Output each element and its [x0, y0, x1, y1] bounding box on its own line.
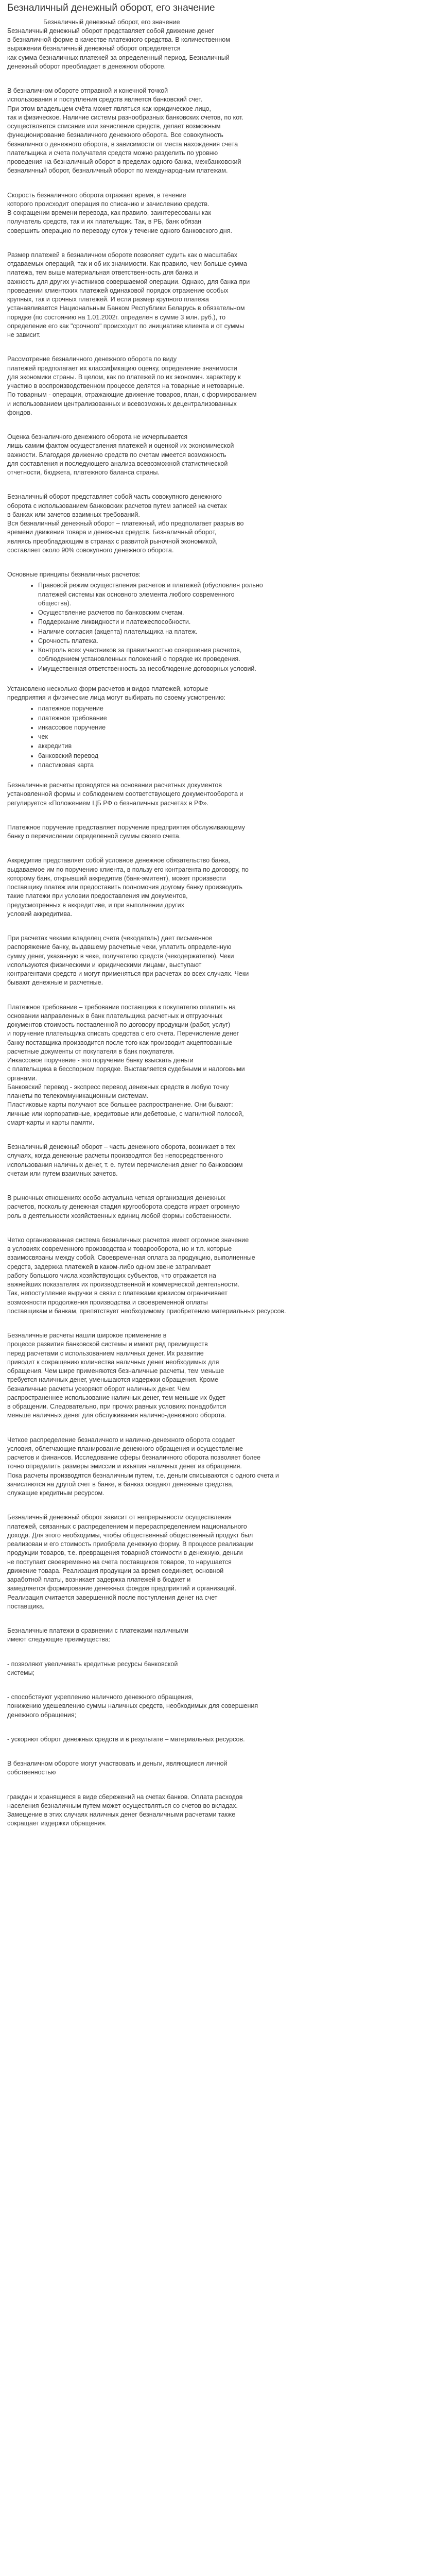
paragraph-payment-types: Рассмотрение безналичного денежного оборота по виду платежей предполагает их классификацию оценку, определение значимости для экономики страны. В целом, как по платежей по их экономич. характеру к участию в воспроизводственном процессе делятся на товарные и нетоварные. По товарным - операции, отражающие движение товаров, план, с формированием и использованием централизованных и всевозможных децентрализованных фондов. — [7, 355, 257, 416]
paragraph-market-relations: В рыночных отношениях особо актуальна четкая организация денежных расчетов, поскольку денежная стадия кругооборота средств играет огромную роль в деятельности хозяйственных единиц любой формы собственности. — [7, 1194, 240, 1219]
list-item: • платежное поручение — [38, 704, 414, 713]
paragraph-continuity: Безналичный денежный оборот зависит от непрерывности осуществления платежей, связанных с распределением и перераспределением национального дохода. Для этого необходимы, чтобы общественный общественный продукт был реализован и его стоимость приобрела денежную форму. В процессе реализации продукции товаров, т.е. превращения товарной стоимости в денежную, деньги не поступает своевременно на счета поставщиков товаров, то нарушается движение товара. Реализация продукции за время соединяет, основной заработной платы, возникает задержка платежей в бюджет и замедляется формирование денежных фондов предприятий и организаций. Реализация считается завершенной после поступления денег на счет поставщика. — [7, 1514, 254, 1610]
list-item: • Контроль всех участников за правильностью совершения расчетов, соблюдением установленных положений о порядке их проведения. — [38, 646, 414, 664]
forms-list — [7, 704, 414, 770]
paragraph-comparison: Безналичные платежи в сравнении с платежами наличными имеют следующие преимущества: — [7, 1627, 188, 1643]
paragraph-evaluation: Оценка безналичного денежного оборота не исчерпывается лишь самим фактом осуществления платежей и оценкой их экономической важности. Благодаря движению средств по счетам имеется возможность для составления и последующего анализа всевозможной статистической отчетности, бюджета, платежного баланса страны. — [7, 433, 234, 477]
list-item: • платежное требование — [38, 714, 414, 723]
paragraph-definition: Безналичный оборот представляет собой часть совокупного денежного оборота с использованием банковских расчетов путем записей на счетах в банках или зачетов взаимных требований. Вся безналичный денежный оборот – платежный, ибо предполагает разрыв во времени движения товара и денежных средств. Безналичный оборот, являясь преобладающим в странах с развитой рыночной экономикой, составляет около 90% совокупного денежного оборота. — [7, 493, 244, 554]
paragraph-payment-request: Платежное требование – требование поставщика к покупателю оплатить на основании направленных в банк плательщика расчетных и отгрузочных документов стоимость поставленной по договору продукции (работ, услуг) и поручение плательщика списать средства с его счета. Перечисление денег банку поставщика производится после того как производит акцептованные расчетные документы от покупателя в банк покупателя. Инкассовое поручение - это поручение банку взыскать деньги с плательщика в бесспорном порядке. Выставляется судебными и налоговыми органами. Банковский перевод - экспресс перевод денежных средств в любую точку планеты по телекоммуникационным системам. Пластиковые карты получают все большее распространение. Они бывают: личные или корпоративные, кредитовые или дебетовые, с магнитной полосой, смарт-карты и карты памяти. — [7, 1003, 245, 1126]
page-title: Безналичный денежный оборот, его значение — [7, 3, 215, 13]
paragraph-speed: Скорость безналичного оборота отражает время, в течение которого происходит операция по списанию и зачислению средств. В сокращении времени перевода, как правило, заинтересованы как получатель средств, так и их плательщик. Так, в РБ, банк обязан совершить операцию по переводу суток у течение одного банковского дня. — [7, 191, 232, 234]
advantage-item: - ускоряют оборот денежных средств и в результате – материальных ресурсов. — [7, 1735, 245, 1743]
list-item: • Правовой режим осуществления расчетов и платежей (обусловлен рольно платежей системы как основного элемента любого современного общества). — [38, 581, 414, 608]
forms-heading: Установлено несколько форм расчетов и видов платежей, которые предприятия и физические лица могут выбирать по своему усмотрению: — [7, 685, 225, 702]
paragraph-payment-size: Размер платежей в безналичном обороте позволяет судить как о масштабах отдаваемых операций, так и об их значимости. Как правило, чем больше сумма платежа, тем выше материальная ответственность для банка и важность для других участников совершаемой операции. Однако, для банка при проведении клиентских платежей одинаковой порядок отражение особых крупных, так и срочных платежей. И если размер крупного платежа устанавливается Национальным Банком Республики Беларусь в обязательном порядке (по состоянию на 1.01.2002г. определен в сумме 3 млн. руб.), то определение его как "срочного" происходит по инициативе клиента и от суммы не зависит. — [7, 251, 250, 339]
list-item: • пластиковая карта — [38, 761, 414, 770]
paragraph-letter-of-credit: Аккредитив представляет собой условное денежное обязательство банка, выдаваемое им по поручению клиента, в пользу его контрагента по договору, по которому банк, открывший аккредитив (банк-эмитент), может произвести поставщику платеж или предоставить полномочия другому банку производить такие платежи при условии предоставления им документов, предусмотренных в аккредитиве, и при выполнении других условий аккредитива. — [7, 857, 249, 918]
paragraph-organized-system: Четко организованная система безналичных расчетов имеет огромное значение в условиях современного производства и товарооборота, но и т.п. которые взаимосвязаны между собой. Своевременная оплата за продукцию, выполненные средств, задержка платежей в каком-либо одном звене затрагивает работу большого числа хозяйствующих субъектов, что отражается на важнейших показателях их производственной и коммерческой деятельности. Так, непоступление выручки в связи с платежами кризисом ограничивает возможности продолжения производства и своевременной оплаты поставщикам и банкам, препятствует необходимому приобретению материальных ресурсов. — [7, 1236, 286, 1315]
advantage-item: - позволяют увеличивать кредитные ресурсы банковской системы; — [7, 1660, 178, 1676]
paragraph-payment-order: Платежное поручение представляет поручение предприятия обслуживающему банку о перечислении определенной суммы своего счета. — [7, 823, 246, 840]
list-item: • Поддержание ликвидности и платежеспособности. — [38, 618, 414, 626]
paragraph-distribution: Четкое распределение безналичного и налично-денежного оборота создает условия, облегчающие планирование денежного обращения и осуществление расчетов и финансов. Исследование сферы безналичного оборота позволяет более точно определить размеры эмиссии и изъятия наличных денег из обращения. Пока расчеты производятся безналичным путем, т.е. деньги списываются с одного счета и зачисляются на другой счет в банке, в банках оседают денежные средства, служащие кредитным ресурсом. — [7, 1436, 279, 1497]
paragraph-advantages: Безналичные расчеты нашли широкое применение в процессе развития банковской системы и имеют ряд преимуществ перед расчетами с использованием наличных денег. Их развитие приводит к сокращению количества наличных денег необходимых для обращения. Чем шире применяются безналичные расчеты, тем меньше требуется наличных денег, уменьшаются издержки обращения. Кроме безналичные расчеты ускоряют оборот наличных денег. Чем распространеннее использование наличных денег, тем меньше их будет в обращении. Следовательно, при прочих равных условиях понадобится меньше наличных денег для обслуживания налично-денежного оборота. — [7, 1332, 226, 1419]
principles-list — [7, 581, 414, 673]
list-item: • Осуществление расчетов по банковским счетам. — [38, 608, 414, 617]
subtitle: Безналичный денежный оборот, его значение — [43, 18, 180, 26]
list-item: • инкассовое поручение — [38, 723, 414, 732]
paragraph-cashless-turnover: Безналичный денежный оборот – часть денежного оборота, возникает в тех случаях, когда денежные расчеты производятся без непосредственного использования наличных денег, т. е. путем перечисления денег по банковским счетам или путем взаимных зачетов. — [7, 1143, 243, 1177]
paragraph-savings: граждан и хранящиеся в виде сбережений на счетах банков. Оплата расходов населения безналичным путем может осуществляться со счетов во вкладах. Замещение в этих случаях наличных денег безналичными расчетами также сокращает издержки обращения. — [7, 1793, 243, 1827]
list-item: • Имущественная ответственность за несоблюдение договорных условий. — [38, 665, 414, 673]
paragraph-cheques: При расчетах чеками владелец счета (чекодатель) дает письменное распоряжение банку, выдавшему расчетные чеки, уплатить определенную сумму денег, указанную в чеке, получателю средств (чекодержателю). Чеки используются физическими и юридическими лицами, выступают контрагентами средств и могут применяться при расчетах во всех случаях. Чеки бывают денежные и расчетные. — [7, 935, 249, 987]
list-item: • аккредитив — [38, 742, 414, 751]
list-item: • Наличие согласия (акцепта) плательщика на платеж. — [38, 628, 414, 636]
advantage-item: - способствуют укреплению наличного денежного обращения, понижению удешевлению суммы наличных средств, необходимых для совершения денежного обращения; — [7, 1693, 258, 1719]
list-item: • чек — [38, 733, 414, 741]
list-item: • Срочность платежа. — [38, 637, 414, 646]
paragraph-documents: Безналичные расчеты проводятся на основании расчетных документов установленной формы и соблюдением соответствующего документооборота и регулируется «Положением ЦБ РФ о безналичных расчетах в РФ». — [7, 782, 243, 807]
paragraph-intro: Безналичный денежный оборот представляет собой движение денег в безналичной форме в качестве платежного средства. В количественном выражении безналичный денежный оборот определяется как сумма безналичных платежей за определенный период. Безналичный денежный оборот преобладает в денежном обороте. — [7, 27, 230, 70]
paragraph-bank-account: В безналичном обороте отправной и конечной точкой использования и поступления средств является банковский счет. При этом владельцем счёта может являться как юридическое лицо, так и физическое. Наличие системы разнообразных банковских счетов, по кот. осуществляется списание или зачисление средств, делает возможным функционирование безналичного денежного оборота. Все совокупность безналичного денежного оборота, в зависимости от места нахождения счета плательщика и счета получателя средств можно разделить по уровню проведения на безналичный оборот в пределах одного банка, межбанковский безналичный оборот, безналичный оборот по международным платежам. — [7, 87, 243, 175]
paragraph-personal-funds: В безналичном обороте могут участвовать и деньги, являющиеся личной собственностью — [7, 1760, 228, 1776]
principles-heading: Основные принципы безналичных расчетов: — [7, 571, 141, 579]
list-item: • банковский перевод — [38, 752, 414, 760]
